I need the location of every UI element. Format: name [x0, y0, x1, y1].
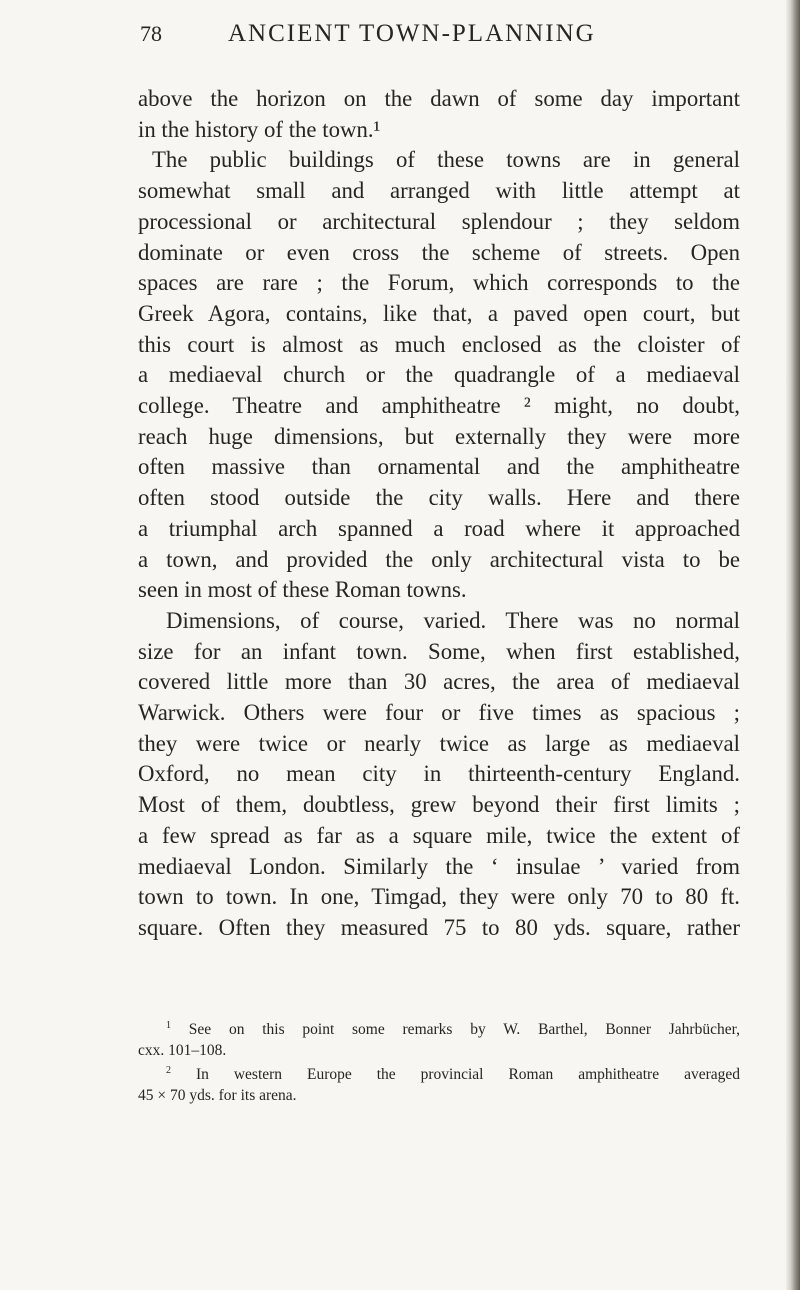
page-edge-shadow: [786, 0, 800, 1290]
text-line: reach huge dimensions, but externally they were more: [138, 423, 740, 449]
text-line: size for an infant town. Some, when first established,: [138, 638, 740, 664]
footnote-marker: 1: [166, 1019, 171, 1031]
text-line: a town, and provided the only architectural vista to be: [138, 546, 740, 572]
text-line: processional or architectural splendour ; they seldom: [138, 208, 740, 234]
page-number: 78: [140, 21, 162, 46]
text-line: mediaeval London. Similarly the ‘ insulae ’ varied from: [138, 853, 740, 879]
text-line: dominate or even cross the scheme of streets. Open: [138, 239, 740, 265]
text-line: seen in most of these Roman towns.: [138, 577, 467, 603]
text-line: Oxford, no mean city in thirteenth-century England.: [138, 761, 740, 787]
footnote-line: $^2$ In western Europe the provincial Roman amphitheatre averaged: [166, 1064, 740, 1083]
text-line: this court is almost as much enclosed as the cloister of: [138, 331, 740, 357]
text-line: square. Often they measured 75 to 80 yds. square, rather: [138, 914, 740, 940]
text-line: often massive than ornamental and the amphitheatre: [138, 454, 740, 480]
footnote-line: cxx. 101–108.: [138, 1041, 227, 1059]
text-line: a triumphal arch spanned a road where it approached: [138, 515, 740, 541]
text-line: Most of them, doubtless, grew beyond their first limits ;: [138, 792, 740, 818]
text-line: a mediaeval church or the quadrangle of a mediaeval: [138, 362, 740, 388]
body-text: [138, 84, 740, 944]
text-line: a few spread as far as a square mile, twice the extent of: [138, 822, 740, 848]
text-line: town to town. In one, Timgad, they were only 70 to 80 ft.: [138, 884, 740, 910]
text-line: Greek Agora, contains, like that, a paved open court, but: [138, 300, 740, 326]
running-title: ANCIENT TOWN-PLANNING: [228, 20, 596, 47]
footnotes: [138, 1020, 740, 1106]
text-line: in the history of the town.¹: [138, 116, 381, 142]
text-line: Warwick. Others were four or five times as spacious ;: [138, 700, 740, 726]
footnote-1: [138, 1020, 740, 1061]
text-line: covered little more than 30 acres, the area of mediaeval: [138, 669, 740, 695]
text-line: they were twice or nearly twice as large as mediaeval: [138, 730, 740, 756]
running-header: [140, 20, 740, 60]
text-line: The public buildings of these towns are in general: [152, 147, 740, 173]
footnote-line: 45 × 70 yds. for its arena.: [138, 1086, 297, 1104]
text-line: above the horizon on the dawn of some day important: [138, 86, 740, 111]
text-line: often stood outside the city walls. Here and there: [138, 485, 740, 511]
footnote-line: $^1$ See on this point some remarks by W. Barthel, Bonner Jahrbücher,: [166, 1019, 741, 1038]
footnote-marker: 2: [166, 1064, 171, 1076]
text-line: Dimensions, of course, varied. There was no normal: [166, 607, 740, 633]
text-line: spaces are rare ; the Forum, which corresponds to the: [138, 270, 740, 296]
text-line: somewhat small and arranged with little attempt at: [138, 178, 740, 204]
text-line: college. Theatre and amphitheatre ² might, no doubt,: [138, 393, 740, 419]
footnote-2: [138, 1065, 740, 1106]
